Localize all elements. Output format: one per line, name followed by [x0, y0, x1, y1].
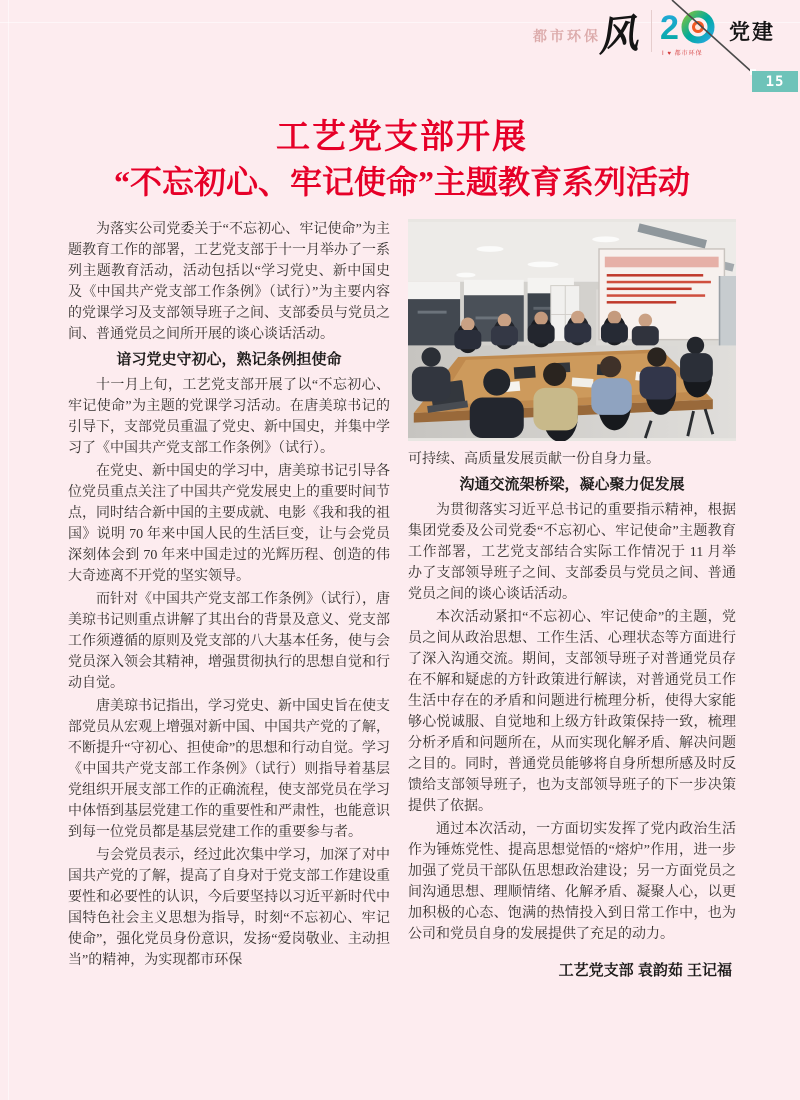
meeting-photo [408, 219, 736, 441]
article-columns [68, 219, 736, 980]
page-edge-line-vertical [8, 0, 9, 1100]
article-title [68, 116, 736, 204]
paragraph: 为贯彻落实习近平总书记的重要指示精神，根据集团党委及公司党委“不忘初心、牢记使命”主题教育工作部署，工艺党支部结合实际工作情况于 11 月举办了支部领导班子之间、支部委员与党员之间、普通党员之间的谈心谈话活动。 [408, 503, 736, 602]
anniversary-tagline: I ♥ 都市环保 [662, 51, 703, 57]
article-title-line2: “不忘初心、牢记使命”主题教育系列活动 [113, 164, 690, 200]
page-number: 15 [765, 73, 785, 90]
paragraph: 本次活动紧扣“不忘初心、牢记使命”的主题，党员之间从政治思想、工作生活、心理状态等方面进行了深入沟通交流。期间，支部领导班子对普通党员存在不解和疑虑的方针政策进行解读，对普通党员工作生活中存在的矛盾和问题进行梳理分析，使得大家能够心悦诚服、自觉地和上级方针政策保持一致，梳理分析矛盾和问题所在，从而实现化解矛盾、解决问题之目的。同时，普通党员能够将自身所想所感及时反馈给支部领导班子，也为支部领导班子的下一步决策提供了依据。 [408, 610, 736, 814]
subheading-study-history: 谙习党史守初心，熟记条例担使命 [116, 351, 342, 368]
section-label: 党建 [729, 21, 775, 44]
paragraph: 为落实公司党委关于“不忘初心、牢记使命”为主题教育工作的部署，工艺党支部于十一月举办了一系列主题教育活动，活动包括以“学习党史、新中国史及《中国共产党支部工作条例》（试行）”为主要内容的党课学习及支部领导班子之间、支部委员与党员之间、普通党员之间所开展的谈心谈话活动。 [68, 222, 390, 342]
paragraph: 十一月上旬，工艺党支部开展了以“不忘初心、牢记使命”为主题的党课学习活动。在唐美琼书记的引导下，支部党员重温了党史、新中国史，并集中学习了《中国共产党支部工作条例》（试行）。 [68, 378, 390, 456]
meeting-photo-illustration [408, 219, 736, 441]
calligraphy-logo-icon: 风 [595, 11, 640, 60]
page-number-tab [752, 71, 798, 92]
paragraph: 通过本次活动，一方面切实发挥了党内政治生活作为锤炼党性、提高思想觉悟的“熔炉”作用，进一步加强了党员干部队伍思想政治建设；另一方面党员之间沟通思想、理顺情绪、化解矛盾、凝聚人心，以更加积极的心态、饱满的热情投入到日常工作中，也为公司和党员自身的发展提供了充足的动力。 [408, 822, 736, 942]
article-title-line1: 工艺党支部开展 [276, 119, 528, 156]
right-column [408, 219, 736, 980]
photo-caption-continuation: 可持续、高质量发展贡献一份自身力量。 [408, 452, 660, 467]
page-header [0, 0, 800, 110]
paragraph: 唐美琼书记指出，学习党史、新中国史旨在使支部党员从宏观上增强对新中国、中国共产党的了解，不断提升“守初心、担使命”的思想和行动自觉。学习《中国共产党支部工作条例》（试行）则指导着基层党组织开展支部工作的正确流程，使支部党员在学习中体悟到基层党建工作的重要性和严肃性，也能意识到每一位党员都是基层党建工作的重要参与者。 [68, 699, 390, 840]
diagonal-rule [640, 0, 760, 78]
paragraph: 与会党员表示，经过此次集中学习，加深了对中国共产党的了解，提高了自身对于党支部工作建设重要性和必要性的认识，今后要坚持以习近平新时代中国特色社会主义思想为指导，时刻“不忘初心、牢记使命”，强化党员身份意识，发扬“爱岗敬业、主动担当”的精神，为实现都市环保 [68, 848, 390, 968]
article-byline: 工艺党支部 袁韵茹 王记福 [558, 962, 732, 979]
left-column [68, 219, 390, 980]
article [68, 116, 736, 980]
paragraph: 在党史、新中国史的学习中，唐美琼书记引导各位党员重点关注了中国共产党发展史上的重要时间节点，同时结合新中国的主要成就、电影《我和我的祖国》说明 70 年来中国人民的生活巨变，让与会党员深刻体会到 70 年来中国走过的光辉历程、创造的伟大奇迹离不开党的坚实领导。 [68, 464, 390, 584]
anniversary-digit-2: 2 [660, 9, 679, 47]
paragraph: 而针对《中国共产党支部工作条例》（试行），唐美琼书记则重点讲解了其出台的背景及意义、党支部工作须遵循的原则及党支部的八大基本任务，使与会党员深入领会其精神，增强贯彻执行的思想自觉和行动自觉。 [68, 592, 390, 691]
masthead-title: 都市环保 [533, 28, 601, 44]
subheading-communication: 沟通交流架桥梁，凝心聚力促发展 [459, 476, 685, 493]
